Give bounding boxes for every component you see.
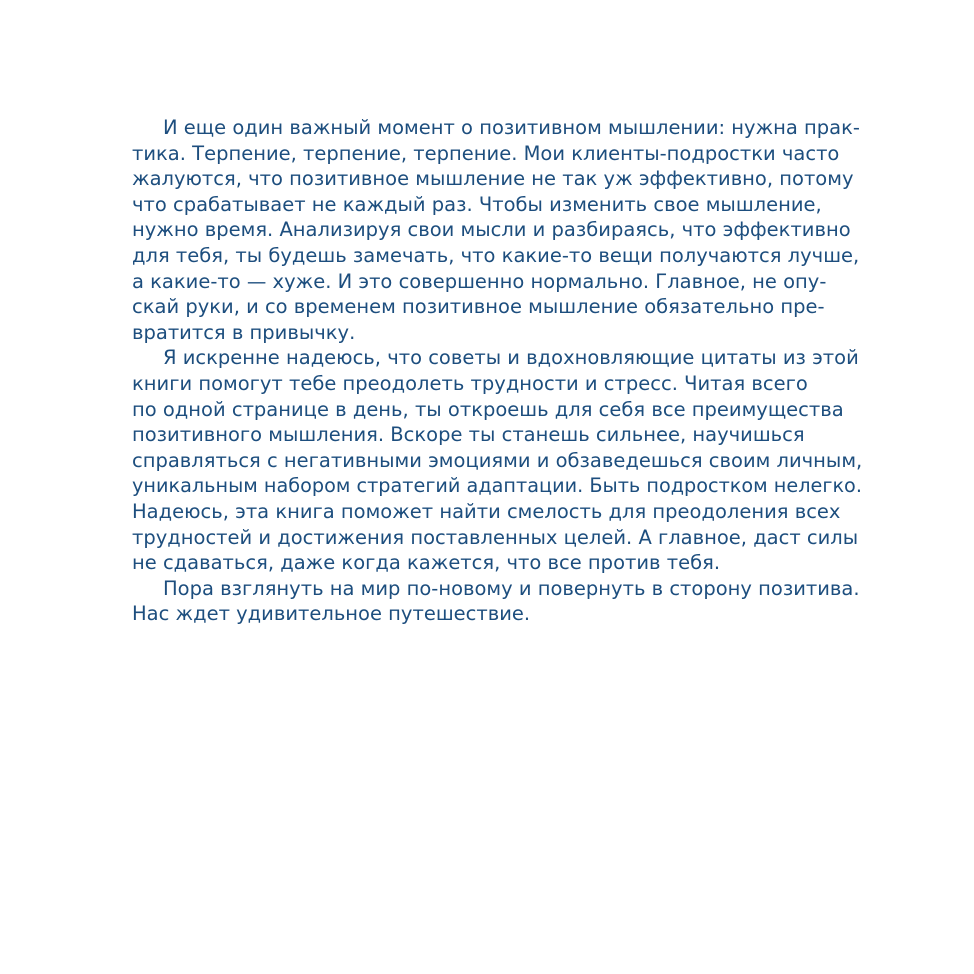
body-text [132, 115, 862, 627]
text-line: по одной странице в день, ты откроешь для себя все преимущества [132, 397, 844, 421]
paragraph-journey [132, 576, 862, 627]
text-line: книги помогут тебе преодолеть трудности и стресс. Читая всего [132, 371, 808, 395]
text-line: Нас ждет удивительное путешествие. [132, 602, 531, 626]
text-line: не сдаваться, даже когда кажется, что все против тебя. [132, 551, 721, 575]
text-line: Я искренне надеюсь, что советы и вдохновляющие цитаты из этой [163, 346, 859, 370]
text-line: Надеюсь, эта книга поможет найти смелость для преодоления всех [132, 499, 841, 523]
text-line: Пора взглянуть на мир по-новому и повернуть в сторону позитива. [163, 576, 860, 600]
text-line: тика. Терпение, терпение, терпение. Мои клиенты-подростки часто [132, 141, 840, 165]
text-line: уникальным набором стратегий адаптации. Быть подростком нелегко. [132, 474, 862, 498]
text-line: что срабатывает не каждый раз. Чтобы изменить свое мышление, [132, 192, 822, 216]
text-line: жалуются, что позитивное мышление не так уж эффективно, потому [132, 167, 854, 191]
text-line: нужно время. Анализируя свои мысли и разбираясь, что эффективно [132, 218, 851, 242]
text-line: трудностей и достижения поставленных целей. А главное, даст силы [132, 525, 859, 549]
paragraph-hope [132, 345, 862, 575]
text-line: скай руки, и со временем позитивное мышление обязательно пре- [132, 295, 825, 319]
text-line: И еще один важный момент о позитивном мышлении: нужна прак- [163, 116, 860, 139]
text-line: позитивного мышления. Вскоре ты станешь сильнее, научишься [132, 423, 805, 447]
text-line: справляться с негативными эмоциями и обзаведешься своим личным, [132, 448, 863, 472]
paragraph-practice [132, 115, 862, 345]
text-line: для тебя, ты будешь замечать, что какие-то вещи получаются лучше, [132, 243, 860, 267]
text-line: вратится в привычку. [132, 320, 356, 344]
text-line: а какие-то — хуже. И это совершенно нормально. Главное, не опу- [132, 269, 827, 293]
